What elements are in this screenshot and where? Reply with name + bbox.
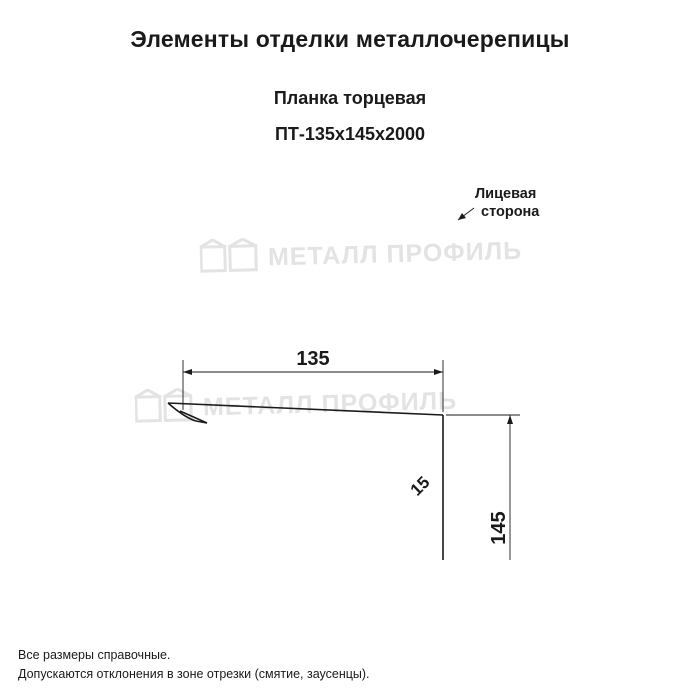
product-name: Планка торцевая [273, 88, 427, 108]
watermark-text: МЕТАЛЛ ПРОФИЛЬ [267, 236, 523, 272]
front-side-callout [458, 186, 540, 220]
callout-line-2: сторона [481, 204, 540, 220]
product-technical-drawing [0, 160, 700, 560]
dimension-label-fold: 15 [406, 472, 434, 500]
dimension-label-height: 145 [488, 511, 510, 545]
footnote-line-2: Допускаются отклонения в зоне отрезки (смятие, заусенцы). [18, 667, 370, 681]
page-title: Элементы отделки металлочерепицы [130, 26, 570, 52]
dimension-arrowheads [183, 369, 513, 560]
footnotes [18, 646, 370, 684]
product-code: ПТ-135х145х2000 [274, 124, 426, 144]
dimension-label-width: 135 [296, 348, 330, 370]
callout-line-1: Лицевая [475, 186, 537, 202]
watermark-text: МЕТАЛЛ ПРОФИЛЬ [202, 386, 458, 422]
dimension-lines [183, 360, 520, 560]
footnote-line-1: Все размеры справочные. [18, 648, 171, 662]
